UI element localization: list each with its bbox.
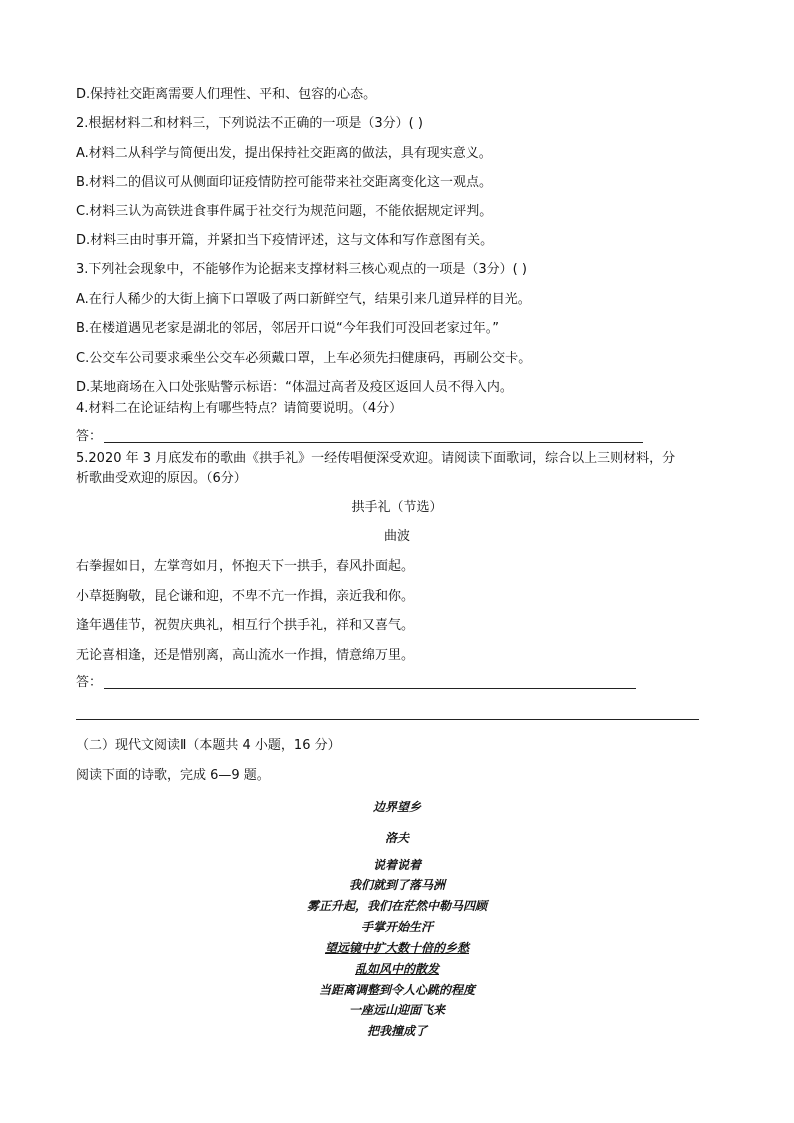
section2-heading: （二）现代文阅读Ⅱ（本题共 4 小题，16 分） [76, 738, 341, 753]
poem-line-8: 一座远山迎面飞来 [348, 1003, 445, 1017]
q3-option-a: A.在行人稀少的大街上摘下口罩吸了两口新鲜空气，结果引来几道异样的目光。 [76, 292, 531, 307]
poem-line-5 [0, 940, 794, 956]
section2-instruction: 阅读下面的诗歌，完成 6—9 题。 [76, 768, 270, 783]
lyric-line-1: 右拳握如日，左掌弯如月，怀抱天下一拱手，春风扑面起。 [76, 559, 415, 574]
q3-stem: 3.下列社会现象中，不能够作为论据来支撑材料三核心观点的一项是（3分）( ) [76, 262, 527, 277]
q4-stem: 4.材料二在论证结构上有哪些特点？请简要说明。（4分） [76, 401, 403, 416]
q2-option-b: B.材料二的倡议可从侧面印证疫情防控可能带来社交距离变化这一观点。 [76, 175, 493, 190]
lyric-line-4: 无论喜相逢，还是惜别离，高山流水一作揖，情意绵万里。 [76, 648, 415, 663]
q2-stem: 2.根据材料二和材料三，下列说法不正确的一项是（3分）( ) [76, 116, 423, 131]
poem-line-9: 把我撞成了 [366, 1024, 427, 1038]
q5-stem-line2: 析歌曲受欢迎的原因。（6分） [76, 471, 247, 486]
q3-option-c: C.公交车公司要求乘坐公交车必须戴口罩，上车必须先扫健康码，再刷公交卡。 [76, 351, 532, 366]
poem-line-1: 说着说着 [372, 858, 421, 872]
poem-line-7: 当距离调整到令人心跳的程度 [318, 983, 475, 997]
lyric-line-2: 小草挺胸敬，昆仑谦和迎，不卑不亢一作揖，亲近我和你。 [76, 589, 415, 604]
q1-option-d: D.保持社交距离需要人们理性、平和、包容的心态。 [76, 87, 377, 102]
song-title: 拱手礼（节选） [351, 500, 443, 515]
lyric-line-3: 逢年遇佳节，祝贺庆典礼，相互行个拱手礼，祥和又喜气。 [76, 618, 415, 633]
poem-line-5-underlined: 望远镜中扩大数十倍的乡愁 [324, 941, 469, 955]
poem-author: 洛夫 [384, 831, 409, 845]
poem-line-2: 我们就到了落马洲 [348, 878, 445, 892]
poem-line-4: 手掌开始生汗 [360, 920, 433, 934]
poem-line-6 [0, 961, 794, 977]
song-author: 曲波 [383, 529, 410, 544]
q2-option-a: A.材料二从科学与简便出发，提出保持社交距离的做法，具有现实意义。 [76, 146, 492, 161]
q4-answer-label: 答： [76, 429, 103, 444]
q2-option-d: D.材料三由时事开篇，并紧扣当下疫情评述，这与文体和写作意图有关。 [76, 233, 494, 248]
q3-option-d: D.某地商场在入口处张贴警示标语：“体温过高者及疫区返回人员不得入内。 [76, 380, 513, 395]
poem-line-6-underlined: 乱如风中的散发 [354, 962, 439, 976]
q5-stem-line1: 5.2020 年 3 月底发布的歌曲《拱手礼》一经传唱便深受欢迎。请阅读下面歌词，综合以上三则材料，分 [76, 451, 676, 466]
poem-title: 边界望乡 [372, 800, 421, 814]
q5-answer-line-2[interactable] [76, 719, 699, 720]
q5-answer-label: 答： [76, 675, 103, 690]
q4-answer-line[interactable] [104, 442, 643, 443]
q2-option-c: C.材料三认为高铁进食事件属于社交行为规范问题，不能依据规定评判。 [76, 204, 493, 219]
q5-answer-line[interactable] [104, 688, 636, 689]
poem-line-3: 雾正升起，我们在茫然中勒马四顾 [306, 899, 487, 913]
q3-option-b: B.在楼道遇见老家是湖北的邻居，邻居开口说“今年我们可没回老家过年。” [76, 321, 500, 336]
